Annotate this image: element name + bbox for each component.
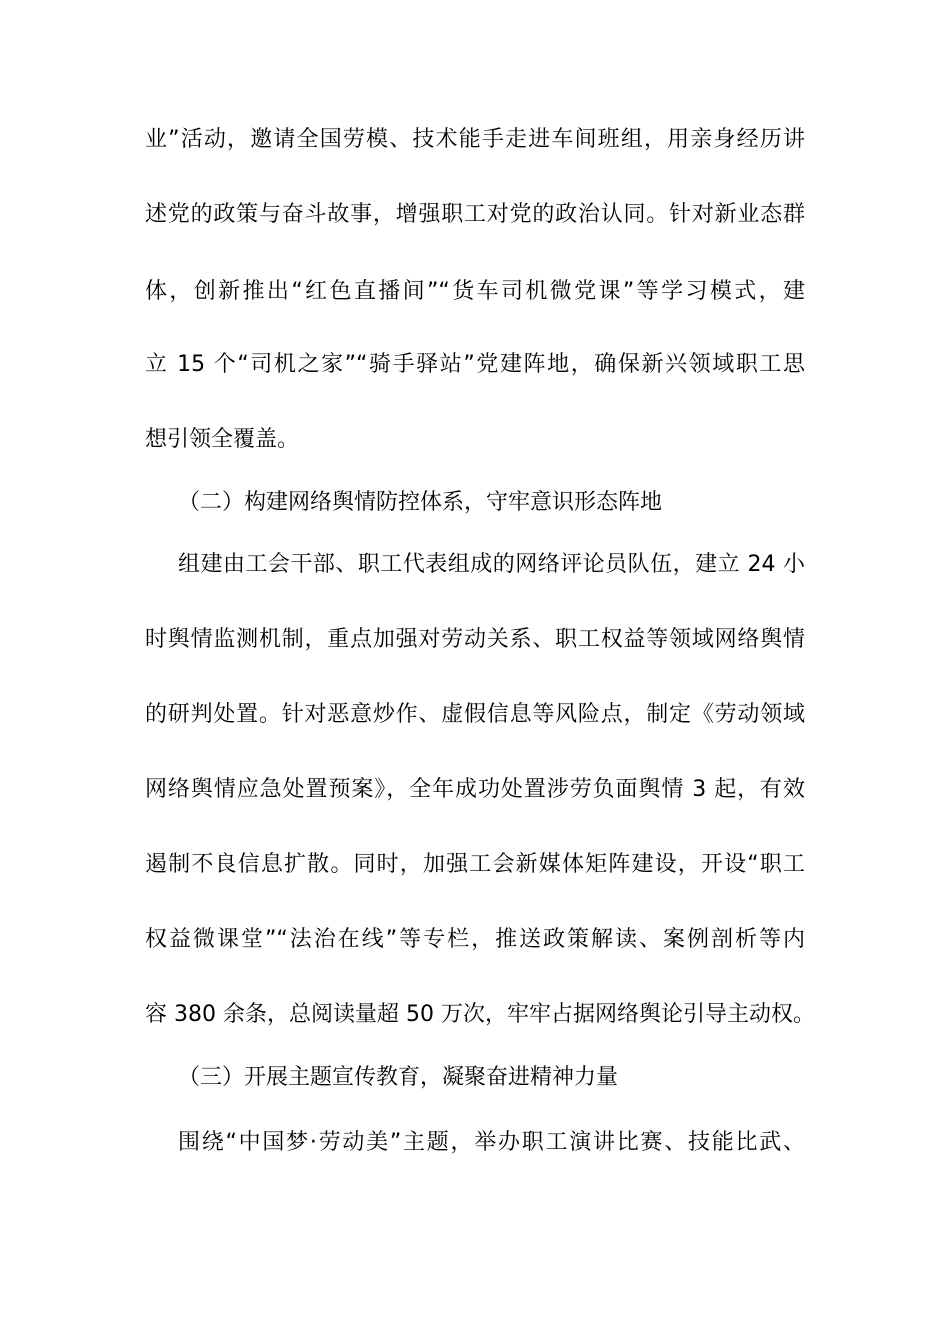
paragraph-line: 权益微课堂”“法治在线”等专栏，推送政策解读、案例剖析等内 bbox=[145, 927, 805, 952]
paragraph-line: 立 15 个“司机之家”“骑手驿站”党建阵地，确保新兴领域职工思 bbox=[145, 352, 805, 377]
section-heading: （二）构建网络舆情防控体系，守牢意识形态阵地 bbox=[178, 490, 663, 515]
section-heading: （三）开展主题宣传教育，凝聚奋进精神力量 bbox=[178, 1065, 619, 1090]
paragraph-line: 时舆情监测机制，重点加强对劳动关系、职工权益等领域网络舆情 bbox=[145, 627, 805, 652]
paragraph-line: 网络舆情应急处置预案》，全年成功处置涉劳负面舆情 3 起，有效 bbox=[145, 777, 805, 802]
paragraph-line: 业”活动，邀请全国劳模、技术能手走进车间班组，用亲身经历讲 bbox=[145, 127, 805, 152]
paragraph-line: 围绕“中国梦·劳动美”主题，举办职工演讲比赛、技能比武、 bbox=[178, 1130, 805, 1155]
paragraph-line: 容 380 余条，总阅读量超 50 万次，牢牢占据网络舆论引导主动权。 bbox=[145, 1002, 815, 1027]
paragraph-line: 体，创新推出“红色直播间”“货车司机微党课”等学习模式，建 bbox=[145, 279, 805, 304]
paragraph-line: 想引领全覆盖。 bbox=[145, 427, 300, 452]
paragraph-line: 的研判处置。针对恶意炒作、虚假信息等风险点，制定《劳动领域 bbox=[145, 702, 805, 727]
paragraph-line: 述党的政策与奋斗故事，增强职工对党的政治认同。针对新业态群 bbox=[145, 202, 805, 227]
paragraph-line: 遏制不良信息扩散。同时，加强工会新媒体矩阵建设，开设“职工 bbox=[145, 852, 805, 877]
paragraph-line: 组建由工会干部、职工代表组成的网络评论员队伍，建立 24 小 bbox=[178, 552, 805, 577]
